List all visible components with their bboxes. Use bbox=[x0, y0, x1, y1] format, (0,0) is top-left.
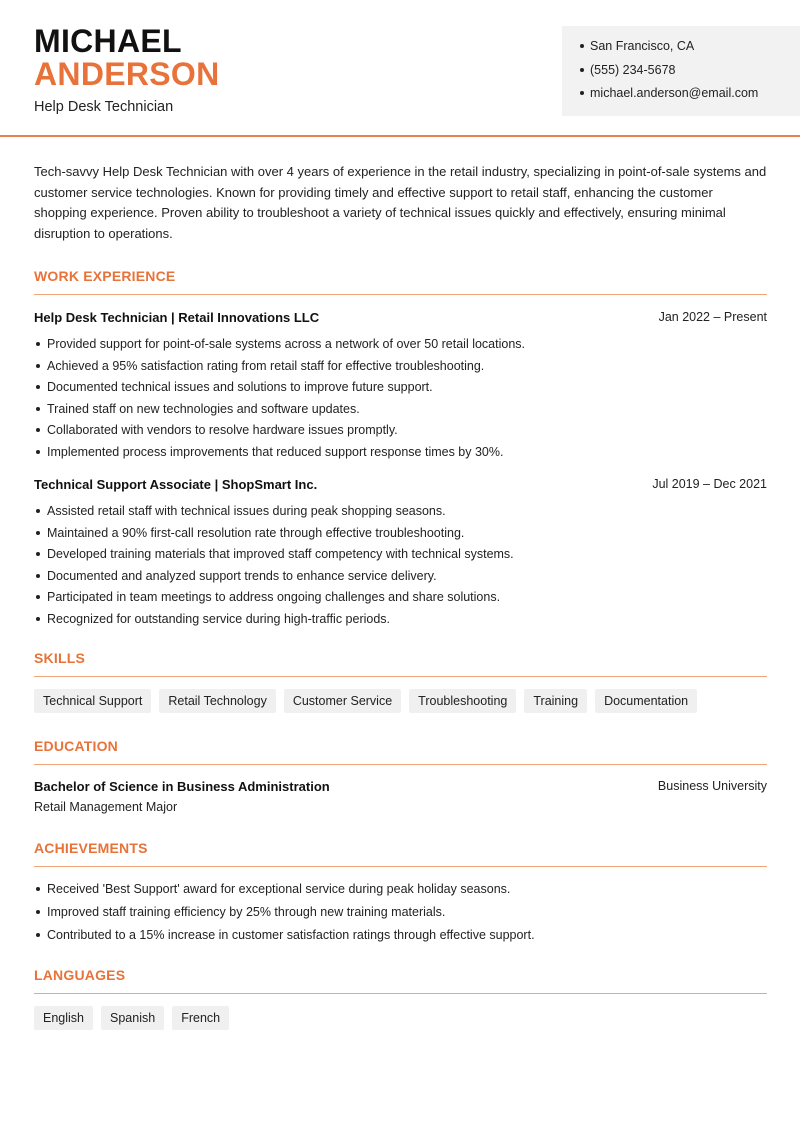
achievements-list bbox=[34, 881, 767, 950]
summary-paragraph: Tech-savvy Help Desk Technician with over 4 years of experience in the retail industry, specializing in point-of-sale systems and customer service technologies. Known for providing timely and effective support to retail staff, enhancing the customer shopping experience. Proven ability to troubleshoot a variety of technical issues quickly and effectively, ensuring minimal disruption to operations. bbox=[34, 164, 767, 241]
languages-heading: LANGUAGES bbox=[34, 967, 126, 983]
education-heading: EDUCATION bbox=[34, 738, 118, 754]
list-item: Participated in team meetings to address ongoing challenges and share solutions. bbox=[34, 589, 767, 611]
skill-chip: Technical Support bbox=[34, 689, 151, 713]
resume-header bbox=[0, 0, 800, 137]
skill-chip: Documentation bbox=[595, 689, 697, 713]
section-divider bbox=[34, 294, 767, 295]
list-item: Collaborated with vendors to resolve hardware issues promptly. bbox=[34, 422, 767, 444]
job-bullet-list bbox=[34, 336, 767, 465]
job-dates: Jul 2019 – Dec 2021 bbox=[652, 477, 767, 491]
list-item: Documented technical issues and solutions to improve future support. bbox=[34, 379, 767, 401]
achievements-heading: ACHIEVEMENTS bbox=[34, 840, 148, 856]
list-item: Documented and analyzed support trends to enhance service delivery. bbox=[34, 568, 767, 590]
list-item: Achieved a 95% satisfaction rating from retail staff for effective troubleshooting. bbox=[34, 358, 767, 380]
contact-phone: (555) 234-5678 bbox=[580, 62, 800, 86]
contact-email: michael.anderson@email.com bbox=[580, 85, 800, 109]
list-item: Contributed to a 15% increase in customer satisfaction ratings through effective support. bbox=[34, 927, 767, 950]
job-bullet-list bbox=[34, 503, 767, 632]
skills-list bbox=[34, 689, 697, 713]
list-item: Assisted retail staff with technical issues during peak shopping seasons. bbox=[34, 503, 767, 525]
contact-box bbox=[562, 26, 800, 116]
skill-chip: Customer Service bbox=[284, 689, 401, 713]
list-item: Trained staff on new technologies and software updates. bbox=[34, 401, 767, 423]
job-title: Help Desk Technician bbox=[34, 99, 174, 115]
skill-chip: Training bbox=[524, 689, 587, 713]
major: Retail Management Major bbox=[34, 800, 178, 814]
job-role: Help Desk Technician | Retail Innovations LLC bbox=[34, 310, 320, 325]
languages-list bbox=[34, 1006, 229, 1030]
skill-chip: Troubleshooting bbox=[409, 689, 516, 713]
language-chip: English bbox=[34, 1006, 93, 1030]
list-item: Received 'Best Support' award for exceptional service during peak holiday seasons. bbox=[34, 881, 767, 904]
contact-location: San Francisco, CA bbox=[580, 38, 800, 62]
work-experience-heading: WORK EXPERIENCE bbox=[34, 268, 176, 284]
first-name: MICHAEL bbox=[34, 23, 182, 59]
list-item: Improved staff training efficiency by 25% through new training materials. bbox=[34, 904, 767, 927]
section-divider bbox=[34, 866, 767, 867]
list-item: Implemented process improvements that reduced support response times by 30%. bbox=[34, 444, 767, 466]
list-item: Recognized for outstanding service during high-traffic periods. bbox=[34, 611, 767, 633]
section-divider bbox=[34, 764, 767, 765]
language-chip: French bbox=[172, 1006, 229, 1030]
skills-heading: SKILLS bbox=[34, 650, 85, 666]
job-dates: Jan 2022 – Present bbox=[658, 310, 767, 324]
skill-chip: Retail Technology bbox=[159, 689, 275, 713]
list-item: Maintained a 90% first-call resolution rate through effective troubleshooting. bbox=[34, 525, 767, 547]
list-item: Provided support for point-of-sale systems across a network of over 50 retail locations. bbox=[34, 336, 767, 358]
school: Business University bbox=[657, 779, 767, 793]
degree: Bachelor of Science in Business Administration bbox=[34, 779, 330, 794]
list-item: Developed training materials that improved staff competency with technical systems. bbox=[34, 546, 767, 568]
last-name: ANDERSON bbox=[34, 56, 220, 92]
job-role: Technical Support Associate | ShopSmart Inc. bbox=[34, 477, 318, 492]
section-divider bbox=[34, 676, 767, 677]
section-divider bbox=[34, 993, 767, 994]
language-chip: Spanish bbox=[101, 1006, 164, 1030]
